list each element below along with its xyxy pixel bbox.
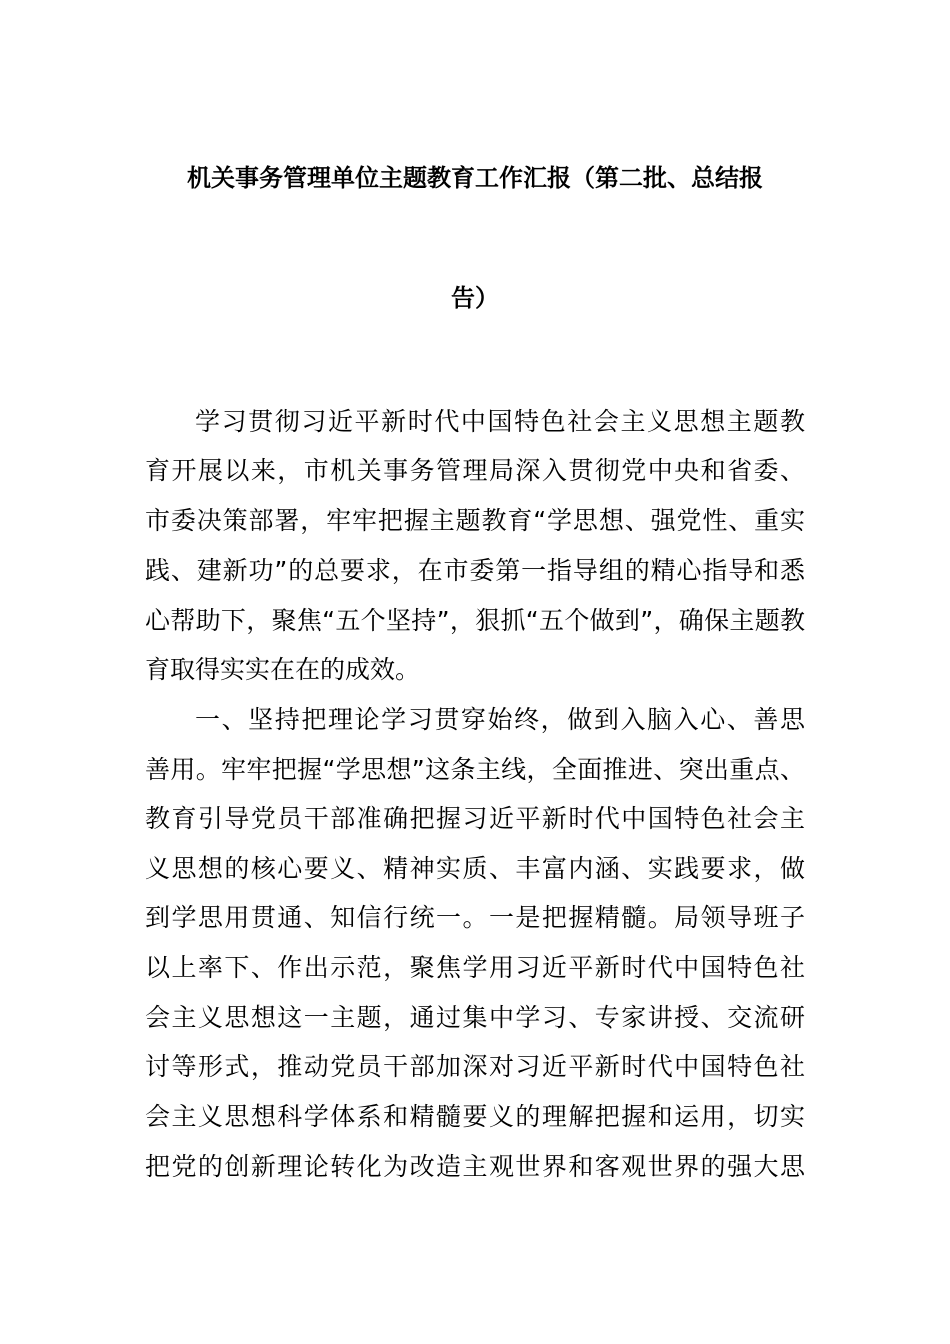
paragraph-2-line-1: 一、坚持把理论学习贯穿始终，做到入脑入心、善思 bbox=[195, 705, 805, 734]
paragraph-1-line-3: 市委决策部署，牢牢把握主题教育“学思想、强党性、重实 bbox=[145, 506, 805, 535]
paragraph-2-line-7: 会主义思想这一主题，通过集中学习、专家讲授、交流研 bbox=[145, 1003, 805, 1032]
paragraph-1-line-2: 育开展以来，市机关事务管理局深入贯彻党中央和省委、 bbox=[145, 456, 805, 485]
paragraph-2-line-6: 以上率下、作出示范，聚焦学用习近平新时代中国特色社 bbox=[145, 953, 805, 982]
paragraph-2-line-2: 善用。牢牢把握“学思想”这条主线，全面推进、突出重点、 bbox=[145, 755, 805, 784]
paragraph-2-line-3: 教育引导党员干部准确把握习近平新时代中国特色社会主 bbox=[145, 804, 805, 833]
paragraph-2-line-9: 会主义思想科学体系和精髓要义的理解把握和运用，切实 bbox=[145, 1102, 805, 1131]
paragraph-2-line-4: 义思想的核心要义、精神实质、丰富内涵、实践要求，做 bbox=[145, 854, 805, 883]
paragraph-2-line-5: 到学思用贯通、知信行统一。一是把握精髓。局领导班子 bbox=[145, 903, 805, 932]
document-title-line-2: 告） bbox=[451, 284, 499, 312]
paragraph-1-line-4: 践、建新功”的总要求，在市委第一指导组的精心指导和悉 bbox=[145, 556, 805, 585]
paragraph-1-line-5: 心帮助下，聚焦“五个坚持”，狠抓“五个做到”，确保主题教 bbox=[145, 606, 805, 635]
paragraph-2-line-8: 讨等形式，推动党员干部加深对习近平新时代中国特色社 bbox=[145, 1052, 805, 1081]
paragraph-1-line-6: 育取得实实在在的成效。 bbox=[145, 655, 421, 684]
paragraph-2-line-10: 把党的创新理论转化为改造主观世界和客观世界的强大思 bbox=[145, 1152, 805, 1181]
document-title-line-1: 机关事务管理单位主题教育工作汇报（第二批、总结报 bbox=[187, 164, 763, 192]
paragraph-1-line-1: 学习贯彻习近平新时代中国特色社会主义思想主题教 bbox=[195, 407, 805, 436]
